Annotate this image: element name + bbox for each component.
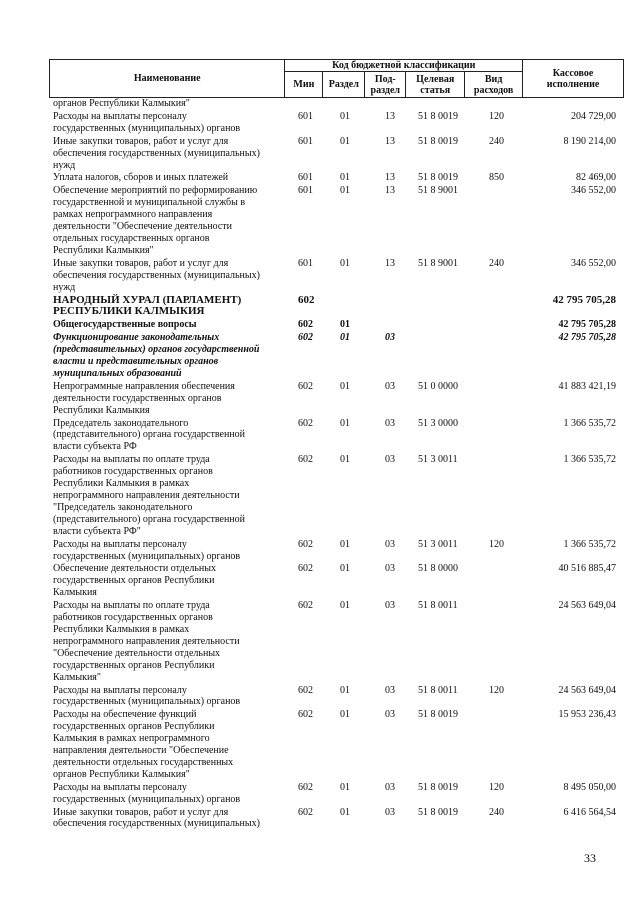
row-podrazdel: 03	[385, 380, 395, 392]
row-razdel: 01	[340, 709, 350, 721]
row-celevaya: 51 8 0019	[418, 110, 458, 122]
row-podrazdel: 03	[385, 684, 395, 696]
row-name: Функционирование законодательных (представительных) органов государственной власти и представительных органов муниципальных образований	[53, 332, 260, 379]
row-podrazdel: 03	[385, 538, 395, 550]
row-celevaya: 51 8 9001	[418, 185, 458, 197]
row-vid: 120	[489, 538, 504, 550]
row-celevaya: 51 8 0019	[418, 781, 458, 793]
table-row	[49, 807, 624, 831]
row-razdel: 01	[340, 454, 350, 466]
table-row	[49, 782, 624, 806]
row-podrazdel: 13	[385, 257, 395, 269]
row-sum: 82 469,00	[576, 172, 616, 184]
row-sum: 346 552,00	[571, 185, 616, 197]
page-number: 33	[584, 851, 596, 865]
row-min: 601	[298, 172, 313, 184]
header-name: Наименование	[50, 60, 285, 98]
table-row	[49, 381, 624, 417]
row-celevaya: 51 8 0011	[418, 600, 458, 612]
row-name: Расходы на выплаты персоналу государственных (муниципальных) органов	[53, 538, 241, 562]
row-sum: 40 516 885,47	[558, 563, 616, 575]
row-name: органов Республики Калмыкия"	[53, 98, 190, 109]
row-vid: 240	[489, 806, 504, 818]
table-header	[49, 59, 624, 98]
row-razdel: 01	[340, 257, 350, 269]
row-celevaya: 51 8 0019	[418, 806, 458, 818]
row-razdel: 01	[340, 781, 350, 793]
row-name: Расходы на обеспечение функций государственных органов Республики Калмыкия в рамках непрограммного направления деятельности "Обеспечение деятельности отдельных государственных органов Республики Калмыкия"	[53, 709, 234, 780]
row-celevaya: 51 3 0000	[418, 417, 458, 429]
table-row	[49, 185, 624, 256]
row-min: 601	[298, 110, 313, 122]
row-sum: 1 366 535,72	[563, 538, 616, 550]
row-min: 602	[298, 538, 313, 550]
table-row	[49, 332, 624, 380]
row-name: НАРОДНЫЙ ХУРАЛ (ПАРЛАМЕНТ) РЕСПУБЛИКИ КАЛМЫКИЯ	[53, 293, 242, 318]
row-name: Расходы на выплаты персоналу государственных (муниципальных) органов	[53, 684, 241, 708]
row-min: 602	[298, 332, 313, 344]
row-celevaya: 51 8 0000	[418, 563, 458, 575]
row-sum: 204 729,00	[571, 110, 616, 122]
table-row	[49, 319, 624, 331]
row-sum: 15 953 236,43	[558, 709, 616, 721]
table-row	[49, 454, 624, 537]
row-razdel: 01	[340, 332, 350, 344]
row-vid: 240	[489, 257, 504, 269]
row-name: Расходы на выплаты по оплате труда работников государственных органов Республики Калмыкия в рамках непрограммного направления деятельности "Председатель законодательного (представительного) органа государственной власти субъекта РФ"	[53, 454, 246, 537]
row-name: Иные закупки товаров, работ и услуг для обеспечения государственных (муниципальных) нужд	[53, 135, 260, 171]
row-podrazdel: 13	[385, 185, 395, 197]
row-sum: 24 563 649,04	[558, 684, 616, 696]
header-vid: Вид расходов	[465, 72, 523, 98]
row-podrazdel: 03	[385, 454, 395, 466]
row-razdel: 01	[340, 417, 350, 429]
row-razdel: 01	[340, 380, 350, 392]
row-min: 602	[298, 684, 313, 696]
row-podrazdel: 03	[385, 332, 395, 344]
row-razdel: 01	[340, 185, 350, 197]
header-celevaya: Целевая статья	[406, 72, 465, 98]
row-min: 601	[298, 135, 313, 147]
row-name: Обеспечение мероприятий по реформированию государственной и муниципальной службы в рамках непрограммного направления деятельности "Обеспечение деятельности отдельных государственных органов Республики Калмыкия"	[53, 185, 258, 256]
row-podrazdel: 13	[385, 135, 395, 147]
row-name: Обеспечение деятельности отдельных государственных органов Республики Калмыкия	[53, 563, 216, 599]
row-podrazdel: 13	[385, 172, 395, 184]
row-min: 601	[298, 185, 313, 197]
row-min: 602	[298, 806, 313, 818]
row-name: Иные закупки товаров, работ и услуг для обеспечения государственных (муниципальных) нужд	[53, 257, 260, 293]
row-podrazdel: 03	[385, 563, 395, 575]
row-podrazdel: 03	[385, 709, 395, 721]
row-sum: 8 190 214,00	[563, 135, 616, 147]
row-min: 602	[298, 600, 313, 612]
row-sum: 24 563 649,04	[558, 600, 616, 612]
row-podrazdel: 13	[385, 110, 395, 122]
row-min: 602	[298, 293, 315, 306]
row-min: 602	[298, 417, 313, 429]
row-sum: 346 552,00	[571, 257, 616, 269]
row-sum: 41 883 421,19	[558, 380, 616, 392]
row-sum: 42 795 705,28	[558, 319, 616, 331]
header-razdel: Раздел	[323, 72, 365, 98]
row-celevaya: 51 8 0011	[418, 684, 458, 696]
row-min: 602	[298, 380, 313, 392]
row-min: 602	[298, 709, 313, 721]
row-sum: 6 416 564,54	[563, 806, 616, 818]
row-vid: 120	[489, 781, 504, 793]
header-kassovoe: Кассовое исполнение	[523, 60, 624, 98]
row-min: 602	[298, 319, 313, 331]
row-podrazdel: 03	[385, 417, 395, 429]
row-sum: 1 366 535,72	[563, 454, 616, 466]
row-razdel: 01	[340, 806, 350, 818]
row-name: Иные закупки товаров, работ и услуг для обеспечения государственных (муниципальных)	[53, 806, 260, 830]
row-min: 601	[298, 257, 313, 269]
row-vid: 120	[489, 110, 504, 122]
row-vid: 850	[489, 172, 504, 184]
row-sum: 1 366 535,72	[563, 417, 616, 429]
row-name: Непрограммные направления обеспечения деятельности государственных органов Республики Калмыкия	[53, 380, 235, 416]
row-razdel: 01	[340, 319, 350, 331]
table-row	[49, 563, 624, 599]
row-razdel: 01	[340, 110, 350, 122]
row-celevaya: 51 8 9001	[418, 257, 458, 269]
table-row	[49, 98, 624, 110]
row-celevaya: 51 0 0000	[418, 380, 458, 392]
row-name: Председатель законодательного (представительного) органа государственной власти субъекта РФ	[53, 417, 246, 453]
row-name: Общегосударственные вопросы	[53, 319, 197, 331]
row-min: 602	[298, 563, 313, 575]
row-podrazdel: 03	[385, 781, 395, 793]
table-row	[49, 111, 624, 135]
header-podrazdel: Под- раздел	[365, 72, 406, 98]
row-min: 602	[298, 454, 313, 466]
row-name: Уплата налогов, сборов и иных платежей	[53, 172, 229, 184]
table-row	[49, 600, 624, 683]
row-celevaya: 51 8 0019	[418, 172, 458, 184]
row-podrazdel: 03	[385, 600, 395, 612]
row-celevaya: 51 3 0011	[418, 454, 458, 466]
row-min: 602	[298, 781, 313, 793]
row-razdel: 01	[340, 538, 350, 550]
row-podrazdel: 03	[385, 806, 395, 818]
row-razdel: 01	[340, 172, 350, 184]
row-vid: 120	[489, 684, 504, 696]
table-row	[49, 685, 624, 709]
table-row	[49, 418, 624, 454]
row-sum: 8 495 050,00	[563, 781, 616, 793]
header-min: Мин	[285, 72, 323, 98]
row-razdel: 01	[340, 563, 350, 575]
row-razdel: 01	[340, 135, 350, 147]
row-celevaya: 51 8 0019	[418, 135, 458, 147]
row-razdel: 01	[340, 684, 350, 696]
header-kbk: Код бюджетной классификации	[285, 60, 523, 72]
row-sum: 42 795 705,28	[552, 293, 616, 306]
table-row	[49, 295, 624, 319]
table-row	[49, 258, 624, 294]
table-row	[49, 709, 624, 780]
table-row	[49, 136, 624, 172]
row-celevaya: 51 3 0011	[418, 538, 458, 550]
row-vid: 240	[489, 135, 504, 147]
row-name: Расходы на выплаты персоналу государственных (муниципальных) органов	[53, 110, 241, 134]
table-row	[49, 539, 624, 563]
table-row	[49, 172, 624, 184]
table-body	[49, 98, 624, 830]
row-razdel: 01	[340, 600, 350, 612]
row-name: Расходы на выплаты персоналу государственных (муниципальных) органов	[53, 781, 241, 805]
row-sum: 42 795 705,28	[558, 332, 616, 344]
row-name: Расходы на выплаты по оплате труда работников государственных органов Республики Калмыкия в рамках непрограммного направления деятельности "Обеспечение деятельности отдельных государственных органов Республики Калмыкия"	[53, 600, 240, 683]
row-celevaya: 51 8 0019	[418, 709, 458, 721]
